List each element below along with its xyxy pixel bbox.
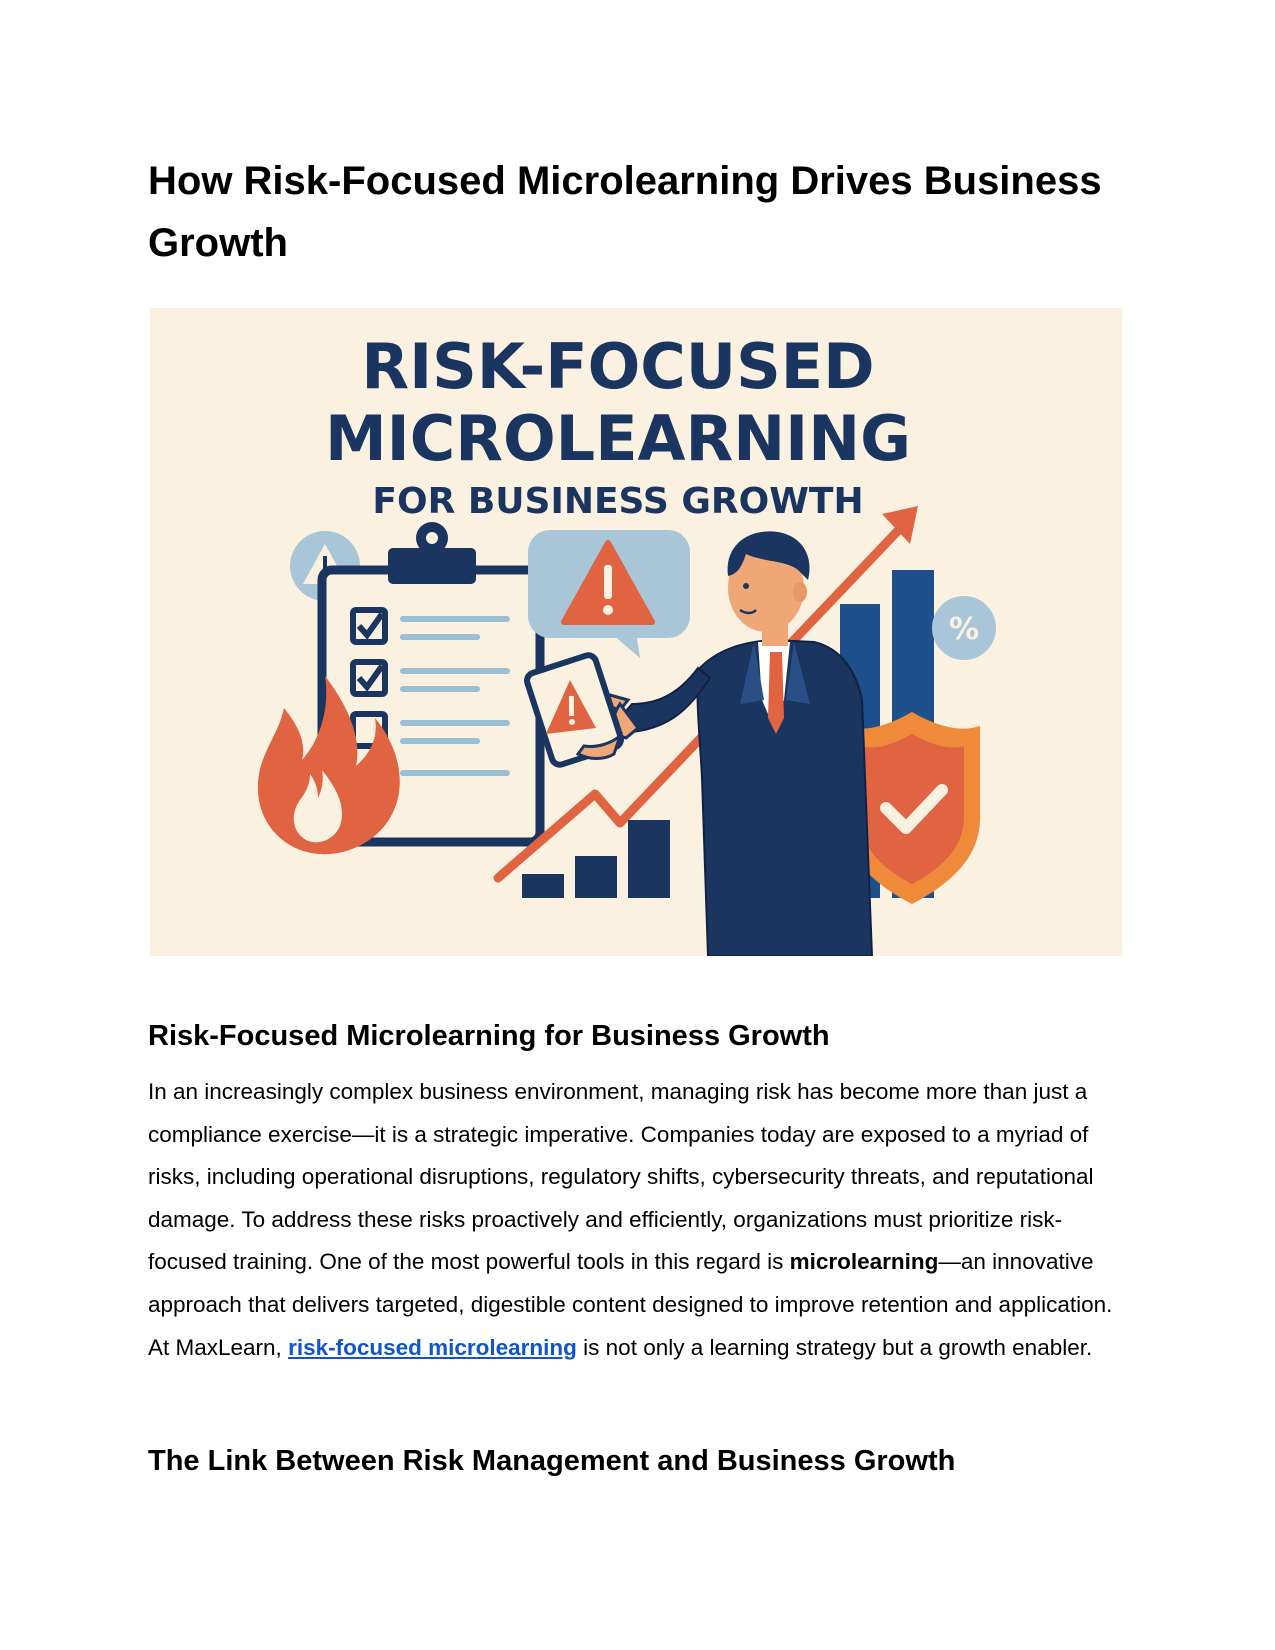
document-title: How Risk-Focused Microlearning Drives Business Growth (148, 159, 1102, 265)
section-heading-risk-management-link: The Link Between Risk Management and Business Growth (148, 1445, 956, 1477)
percent-symbol: % (948, 612, 980, 647)
paragraph-bold-term: microlearning (789, 1249, 939, 1275)
paragraph-text-2: —an innovative approach that delivers targeted, digestible content designed to improve retention and application. At MaxLearn, (148, 1249, 1113, 1360)
percent-circle-icon (932, 596, 996, 660)
hero-headline-line2: MICROLEARNING (324, 402, 912, 475)
hero-headline-line1: RISK-FOCUSED (361, 330, 875, 403)
hero-illustration (150, 308, 1122, 956)
risk-focused-microlearning-link[interactable]: risk-focused microlearning (288, 1334, 577, 1360)
body-paragraph-intro (148, 1071, 1128, 1369)
paragraph-text-3: is not only a learning strategy but a growth enabler. (576, 1334, 1093, 1360)
paragraph-text-1: In an increasingly complex business environment, managing risk has become more than just a compliance exercise—it is a strategic imperative. Companies today are exposed to a myriad of risks, including operational disruptions, regulatory shifts, cybersecurity threats, and reputational damage. To address these risks proactively and efficiently, organizations must prioritize risk-focused training. One of the most powerful tools in this regard is (148, 1079, 1094, 1275)
hero-subheadline: FOR BUSINESS GROWTH (372, 481, 864, 522)
section-heading-risk-focused: Risk-Focused Microlearning for Business Growth (148, 1020, 830, 1052)
warning-speech-bubble-icon (528, 530, 690, 658)
